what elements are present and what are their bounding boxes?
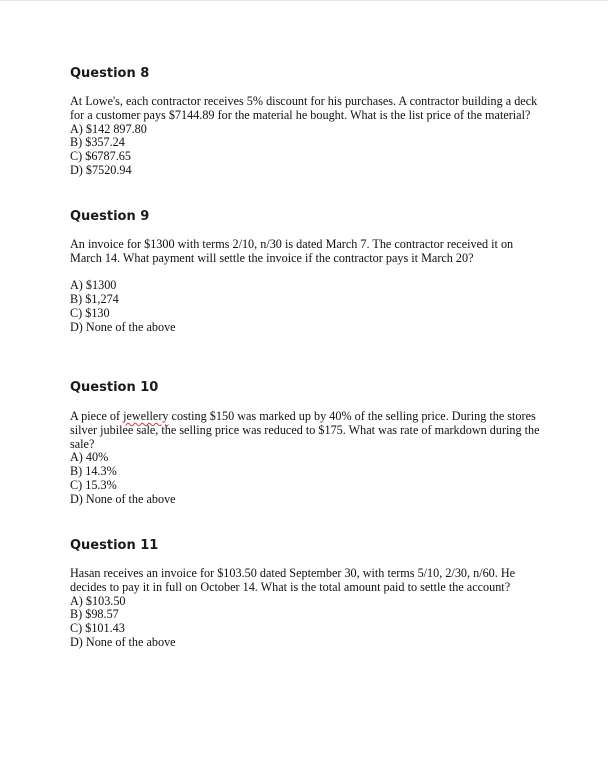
question-8-title: Question 8 [70, 66, 150, 81]
question-10-option-a: A) 40% [70, 450, 109, 465]
question-11-stem: Hasan receives an invoice for $103.50 dated September 30, with terms 5/10, 2/30, n/60. He decides to pay it in full on October 14. What is the total amount paid to settle the account? [70, 566, 516, 594]
question-8-option-c: C) $6787.65 [70, 149, 131, 164]
question-9-option-b: B) $1,274 [70, 292, 119, 307]
question-11-option-c: C) $101.43 [70, 621, 125, 636]
question-9-body [70, 238, 540, 335]
question-9-spacer [70, 266, 540, 280]
question-8-options [70, 123, 540, 178]
question-9-option-c: C) $130 [70, 305, 110, 320]
question-10-option-c: C) 15.3% [70, 477, 117, 492]
question-8-body [70, 95, 540, 178]
question-10-option-b: B) 14.3% [70, 464, 117, 479]
page-top-edge [0, 0, 608, 1]
question-11-body [70, 567, 540, 650]
question-11-title: Question 11 [70, 538, 159, 553]
question-11-option-a: A) $103.50 [70, 593, 126, 608]
question-11-option-b: B) $98.57 [70, 607, 119, 622]
question-11-options [70, 595, 540, 650]
question-8-option-b: B) $357.24 [70, 135, 125, 150]
question-10-stem [70, 410, 540, 451]
question-10-option-d: D) None of the above [70, 491, 176, 506]
question-10-body [70, 410, 540, 507]
question-10-stem-end: costing $150 was marked up by 40% of the selling price. During the stores silver jubilee sale, the selling price was reduced to $175. What was rate of markdown during the sale? [70, 409, 540, 451]
question-9-option-a: A) $1300 [70, 278, 117, 293]
question-9-option-d: D) None of the above [70, 319, 176, 334]
question-8-option-d: D) $7520.94 [70, 162, 132, 177]
question-10-title: Question 10 [70, 380, 159, 395]
question-9-stem: An invoice for $1300 with terms 2/10, n/30 is dated March 7. The contractor received it on March 14. What payment will settle the invoice if the contractor pays it March 20? [70, 237, 514, 265]
question-11-option-d: D) None of the above [70, 634, 176, 649]
question-10-options [70, 451, 540, 506]
question-10-stem-start: A piece of [70, 409, 124, 423]
question-9-options [70, 279, 540, 334]
question-9-title: Question 9 [70, 209, 150, 224]
spellcheck-flagged-word[interactable]: jewellery [123, 409, 169, 423]
question-8-option-a: A) $142 897.80 [70, 121, 147, 136]
question-8-stem: At Lowe's, each contractor receives 5% discount for his purchases. A contractor building a deck for a customer pays $7144.89 for the material he bought. What is the list price of the material? [70, 94, 538, 122]
